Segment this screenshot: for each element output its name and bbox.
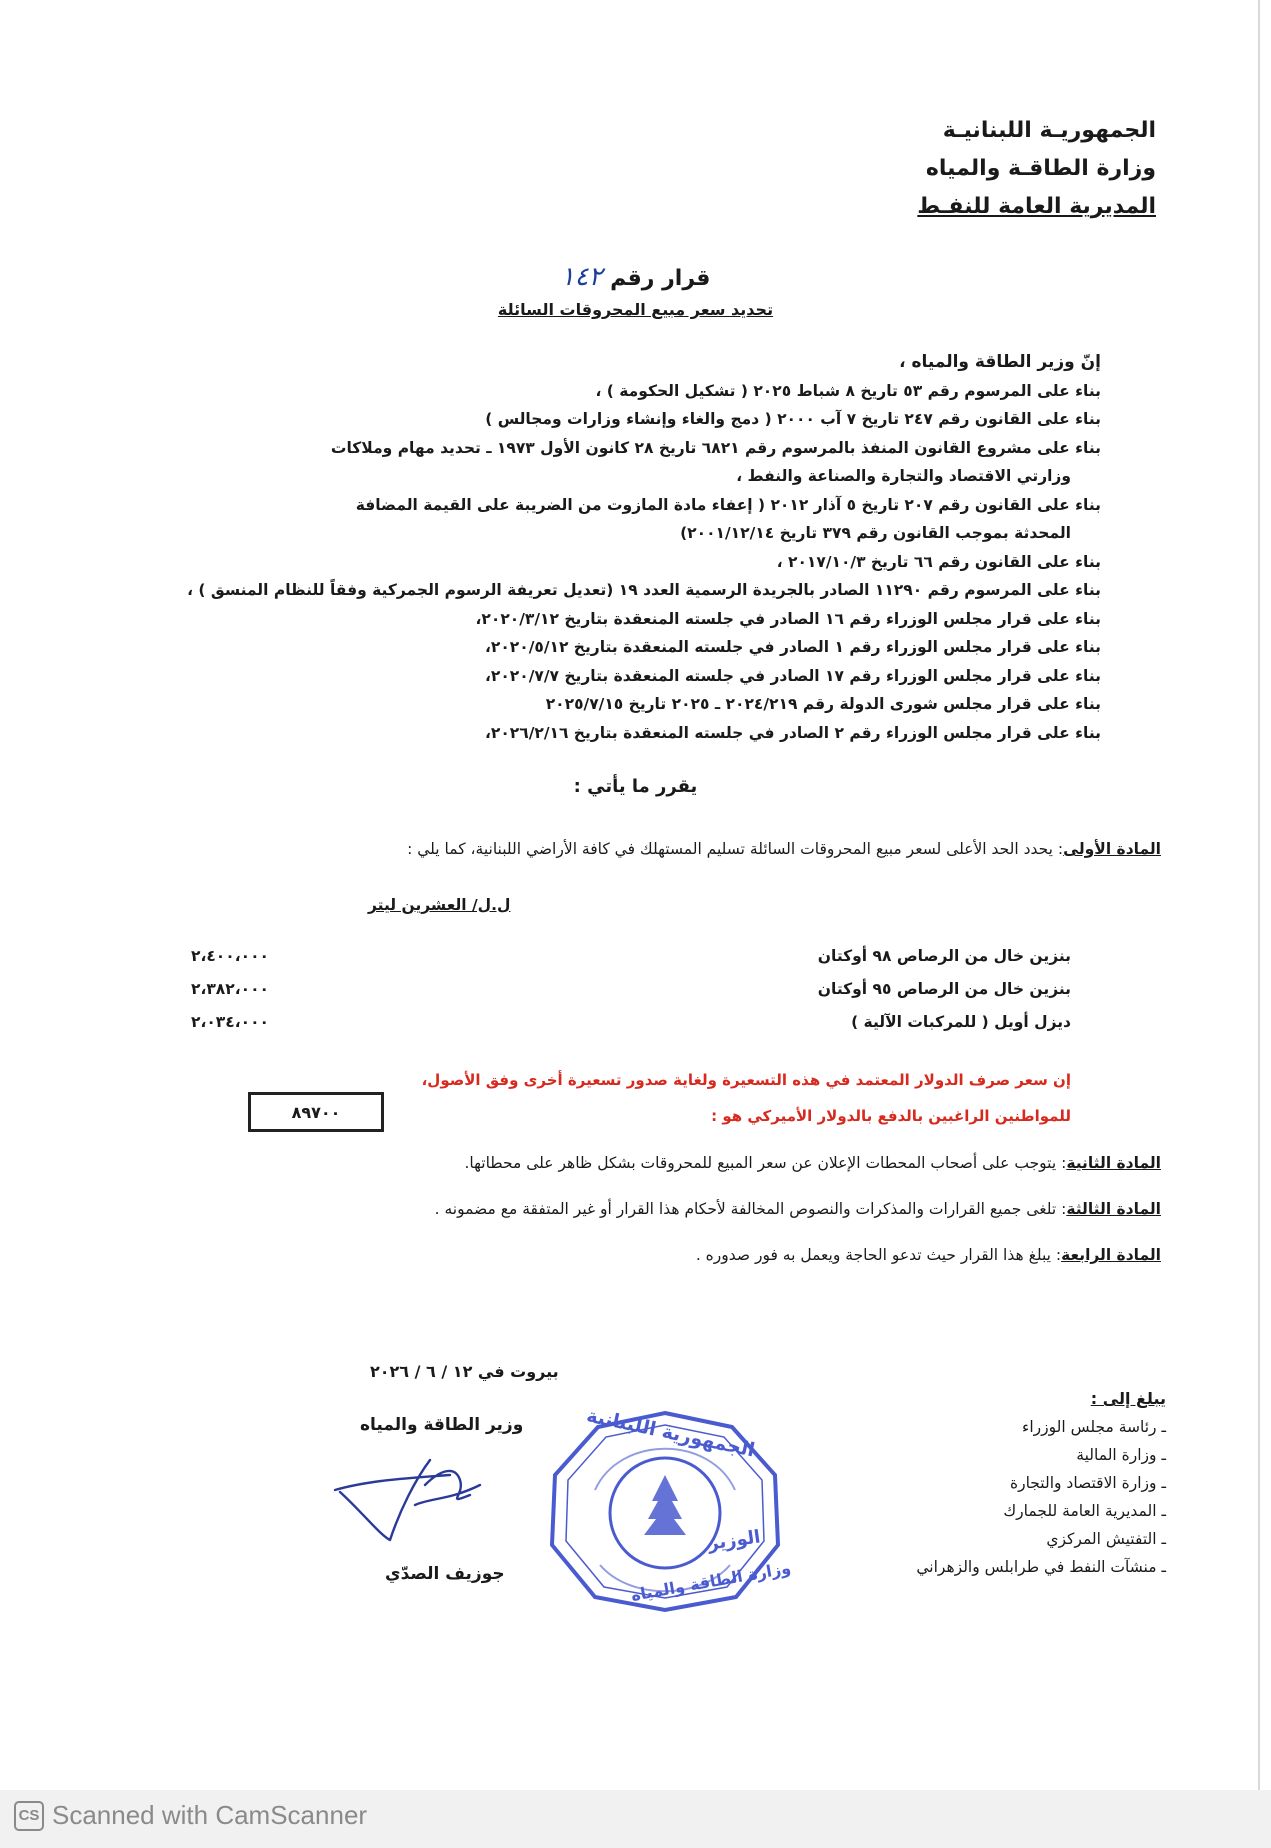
preamble-line: بناء على المرسوم رقم ١١٢٩٠ الصادر بالجريدة الرسمية العدد ١٩ (تعديل تعريفة الرسوم الجمركية وفقاً للنظام المنسق ) ، — [187, 581, 1101, 599]
product-name: بنزين خال من الرصاص ٩٥ أوكتان — [817, 980, 1071, 998]
notify-item: ـ وزارة الاقتصاد والتجارة — [1009, 1474, 1166, 1492]
article-2-text: : يتوجب على أصحاب المحطات الإعلان عن سعر المبيع للمحروقات بشكل ظاهر على محطاتها. — [464, 1154, 1067, 1172]
article-3 — [435, 1196, 1161, 1222]
exchange-note-line-2: للمواطنين الراغبين بالدفع بالدولار الأميركي هو : — [711, 1107, 1071, 1125]
preamble-line: بناء على قرار مجلس الوزراء رقم ٢ الصادر في جلسته المنعقدة بتاريخ ٢٠٢٦/٢/١٦، — [484, 723, 1101, 742]
letterhead-republic: الجمهوريـة اللبنانيـة — [942, 118, 1156, 143]
notify-item: ـ رئاسة مجلس الوزراء — [1022, 1418, 1166, 1436]
letterhead-directorate: المديرية العامة للنفـط — [917, 194, 1156, 219]
preamble — [187, 348, 1101, 747]
price-list — [191, 940, 1071, 1039]
preamble-line: بناء على قرار مجلس الوزراء رقم ١ الصادر في جلسته المنعقدة بتاريخ ٢٠٢٠/٥/١٢، — [484, 638, 1101, 656]
product-name: ديزل أويل ( للمركبات الآلية ) — [851, 1013, 1071, 1031]
stamp-bottom-text: وزارة الطاقة والمياه — [629, 1558, 793, 1605]
article-3-label: المادة الثالثة — [1066, 1200, 1161, 1218]
notify-item: ـ منشآت النفط في طرابلس والزهراني — [916, 1558, 1166, 1576]
decision-subtitle: تحديد سعر مبيع المحروقات السائلة — [497, 300, 774, 319]
article-2-label: المادة الثانية — [1066, 1154, 1161, 1172]
notify-item: ـ وزارة المالية — [1076, 1446, 1166, 1464]
scanner-watermark — [14, 1800, 367, 1831]
price-row — [191, 973, 1071, 1006]
camscanner-logo-icon: CS — [14, 1801, 44, 1831]
price-unit-header: ل.ل/ العشرين ليتر — [368, 896, 511, 914]
preamble-line-continuation: المحدثة بموجب القانون رقم ٣٧٩ تاريخ ٢٠٠١/١٢/١٤) — [680, 524, 1071, 542]
letterhead-ministry: وزارة الطاقـة والمياه — [925, 156, 1156, 181]
product-price: ٢،٣٨٢،٠٠٠ — [191, 980, 269, 998]
preamble-line: بناء على قرار مجلس الوزراء رقم ١٦ الصادر في جلسته المنعقدة بتاريخ ٢٠٢٠/٣/١٢، — [475, 609, 1101, 628]
exchange-note-line-1: إن سعر صرف الدولار المعتمد في هذه التسعيرة ولغاية صدور تسعيرة أخرى وفق الأصول، — [421, 1071, 1071, 1089]
exchange-rate-box: ٨٩٧٠٠ — [248, 1092, 384, 1132]
article-4 — [696, 1242, 1161, 1268]
price-row — [191, 1006, 1071, 1039]
stamp-center-text: الوزير — [706, 1526, 762, 1555]
place-and-date: بيروت في ١٢ / ٦ / ٢٠٢٦ — [370, 1362, 559, 1381]
exchange-rate-note — [371, 1062, 1071, 1134]
preamble-line-continuation: وزارتي الاقتصاد والتجارة والصناعة والنفط ، — [736, 467, 1071, 485]
product-name: بنزين خال من الرصاص ٩٨ أوكتان — [817, 947, 1071, 965]
scanner-watermark-text: Scanned with CamScanner — [52, 1800, 368, 1830]
article-4-label: المادة الرابعة — [1061, 1246, 1161, 1264]
article-1-label: المادة الأولى — [1063, 840, 1161, 858]
handwritten-signature — [330, 1450, 490, 1550]
preamble-line: بناء على قرار مجلس شورى الدولة رقم ٢٠٢٤/٢١٩ ـ ٢٠٢٥ تاريخ ٢٠٢٥/٧/١٥ — [545, 695, 1101, 713]
decision-number: ١٤٢ — [560, 262, 603, 292]
decision-title — [0, 262, 1271, 292]
price-row — [191, 940, 1071, 973]
stamp-top-text: الجمهورية اللبنانية — [584, 1404, 757, 1462]
preamble-line: بناء على القانون رقم ٢٤٧ تاريخ ٧ آب ٢٠٠٠ ( دمج والغاء وإنشاء وزارات ومجالس ) — [485, 410, 1101, 428]
minister-title: وزير الطاقة والمياه — [360, 1415, 524, 1435]
minister-name: جوزيف الصدّي — [385, 1564, 505, 1584]
preamble-line: بناء على المرسوم رقم ٥٣ تاريخ ٨ شباط ٢٠٢٥ ( تشكيل الحكومة ) ، — [595, 381, 1101, 400]
notify-item: ـ المديرية العامة للجمارك — [1003, 1502, 1166, 1520]
article-1 — [407, 836, 1161, 862]
notify-list — [846, 1385, 1166, 1581]
article-3-text: : تلغى جميع القرارات والمذكرات والنصوص المخالفة لأحكام هذا القرار أو غير المتفقة مع مضمونه . — [434, 1200, 1067, 1218]
decision-title-label: قرار رقم — [610, 266, 711, 291]
notify-label: يبلغ إلى : — [1090, 1389, 1166, 1408]
notify-item: ـ التفتيش المركزي — [1046, 1530, 1166, 1548]
article-2 — [464, 1150, 1161, 1176]
article-1-text: : يحدد الحد الأعلى لسعر مبيع المحروقات السائلة تسليم المستهلك في كافة الأراضي اللبنانية، كما يلي : — [407, 840, 1064, 858]
letterhead — [756, 112, 1156, 226]
decides-heading: يقرر ما يأتي : — [573, 776, 698, 797]
article-4-text: : يبلغ هذا القرار حيث تدعو الحاجة ويعمل به فور صدوره . — [695, 1246, 1062, 1264]
preamble-line: بناء على مشروع القانون المنفذ بالمرسوم رقم ٦٨٢١ تاريخ ٢٨ كانون الأول ١٩٧٣ ـ تحديد مهام وملاكات — [330, 438, 1101, 457]
preamble-line: بناء على القانون رقم ٢٠٧ تاريخ ٥ آذار ٢٠١٢ ( إعفاء مادة المازوت من الضريبة على القيمة المضافة — [355, 495, 1101, 514]
preamble-intro: إنّ وزير الطاقة والمياه ، — [899, 352, 1101, 372]
product-price: ٢،٠٣٤،٠٠٠ — [191, 1013, 269, 1031]
preamble-line: بناء على قرار مجلس الوزراء رقم ١٧ الصادر في جلسته المنعقدة بتاريخ ٢٠٢٠/٧/٧، — [484, 666, 1101, 685]
preamble-line: بناء على القانون رقم ٦٦ تاريخ ٢٠١٧/١٠/٣ ، — [776, 552, 1101, 571]
product-price: ٢،٤٠٠،٠٠٠ — [191, 947, 269, 965]
